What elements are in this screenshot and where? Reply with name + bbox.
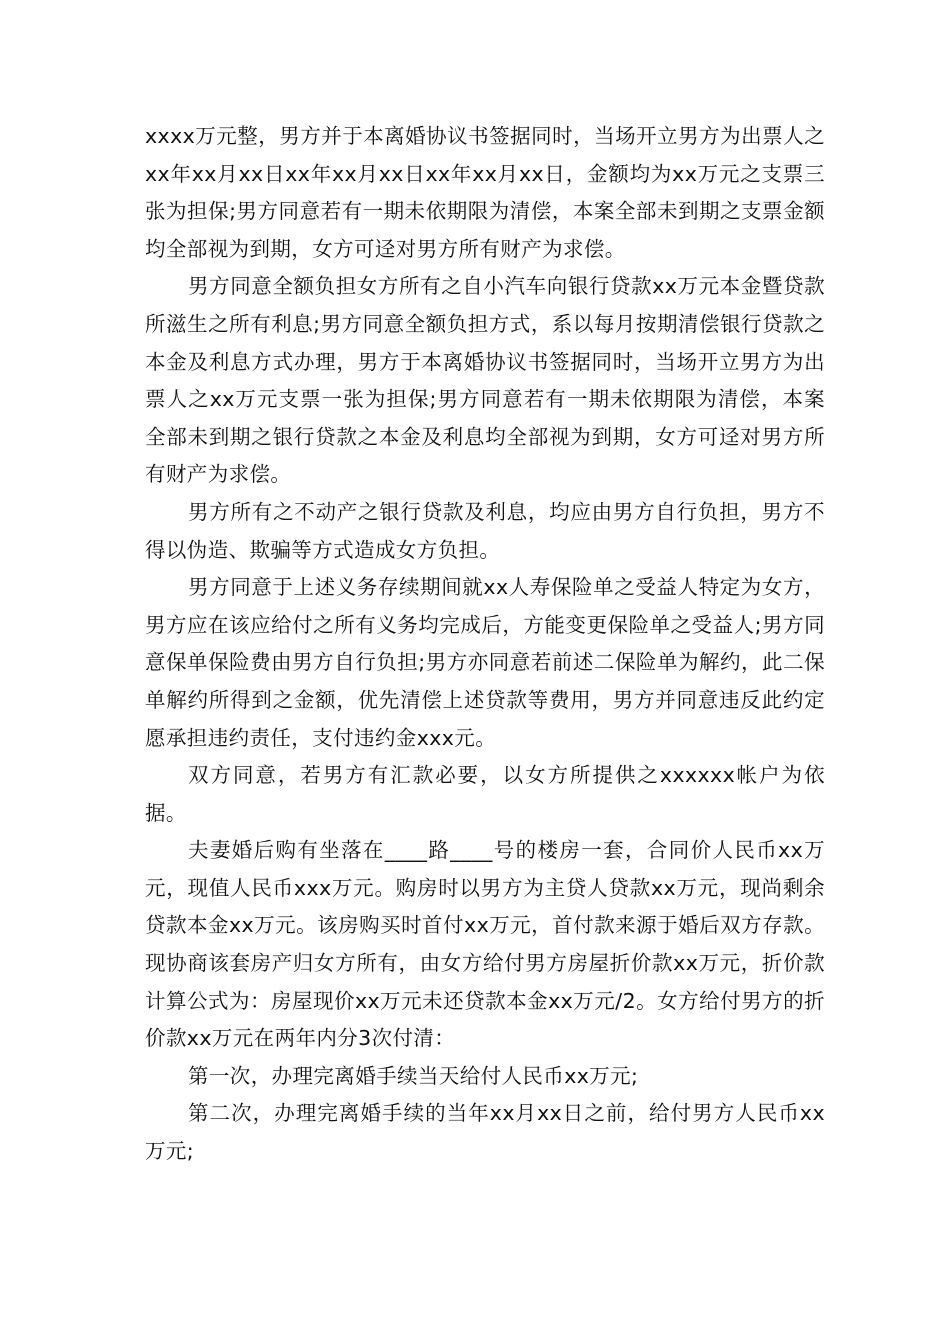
paragraph-real-estate-loan: 男方所有之不动产之银行贷款及利息，均应由男方自行负担，男方不得以伪造、欺骗等方式造成女方负担。 [145,499,825,562]
paragraph-car-loan: 男方同意全额负担女方所有之自小汽车向银行贷款xx万元本金暨贷款所滋生之所有利息;男方同意全额负担方式，系以每月按期清偿银行贷款之本金及利息方式办理，男方于本离婚协议书签据同时，当场开立男方为出票人之xx万元支票一张为担保;男方同意若有一期未依期限为清偿，本案全部未到期之银行贷款之本金及利息均全部视为到期，女方可迳对男方所有财产为求偿。 [145,274,825,487]
paragraph-first-payment: 第一次，办理完离婚手续当天给付人民币xx万元; [188,1063,639,1088]
document-body [145,118,825,1171]
paragraph-house-property: 夫妻婚后购有坐落在____路____号的楼房一套，合同价人民币xx万元，现值人民币xxx万元。购房时以男方为主贷人贷款xx万元，现尚剩余贷款本金xx万元。该房购买时首付xx万元，首付款来源于婚后双方存款。现协商该套房产归女方所有，由女方给付男方房屋折价款xx万元，折价款计算公式为：房屋现价xx万元未还贷款本金xx万元/2。女方给付男方的折价款xx万元在两年内分3次付清： [145,838,825,1051]
paragraph-check-guarantee: xxxx万元整，男方并于本离婚协议书签据同时，当场开立男方为出票人之xx年xx月xx日xx年xx月xx日xx年xx月xx日，金额均为xx万元之支票三张为担保;男方同意若有一期未依期限为清偿，本案全部未到期之支票金额均全部视为到期，女方可迳对男方所有财产为求偿。 [145,124,825,261]
paragraph-remittance-account: 双方同意，若男方有汇款必要，以女方所提供之xxxxxx帐户为依据。 [145,763,825,825]
paragraph-second-payment: 第二次，办理完离婚手续的当年xx月xx日之前，给付男方人民币xx万元; [145,1101,825,1164]
paragraph-insurance-beneficiary: 男方同意于上述义务存续期间就xx人寿保险单之受益人特定为女方，男方应在该应给付之所有义务均完成后，方能变更保险单之受益人;男方同意保单保险费由男方自行负担;男方亦同意若前述二保险单为解约，此二保单解约所得到之金额，优先清偿上述贷款等费用，男方并同意违反此约定愿承担违约责任，支付违约金xxx元。 [145,575,825,750]
